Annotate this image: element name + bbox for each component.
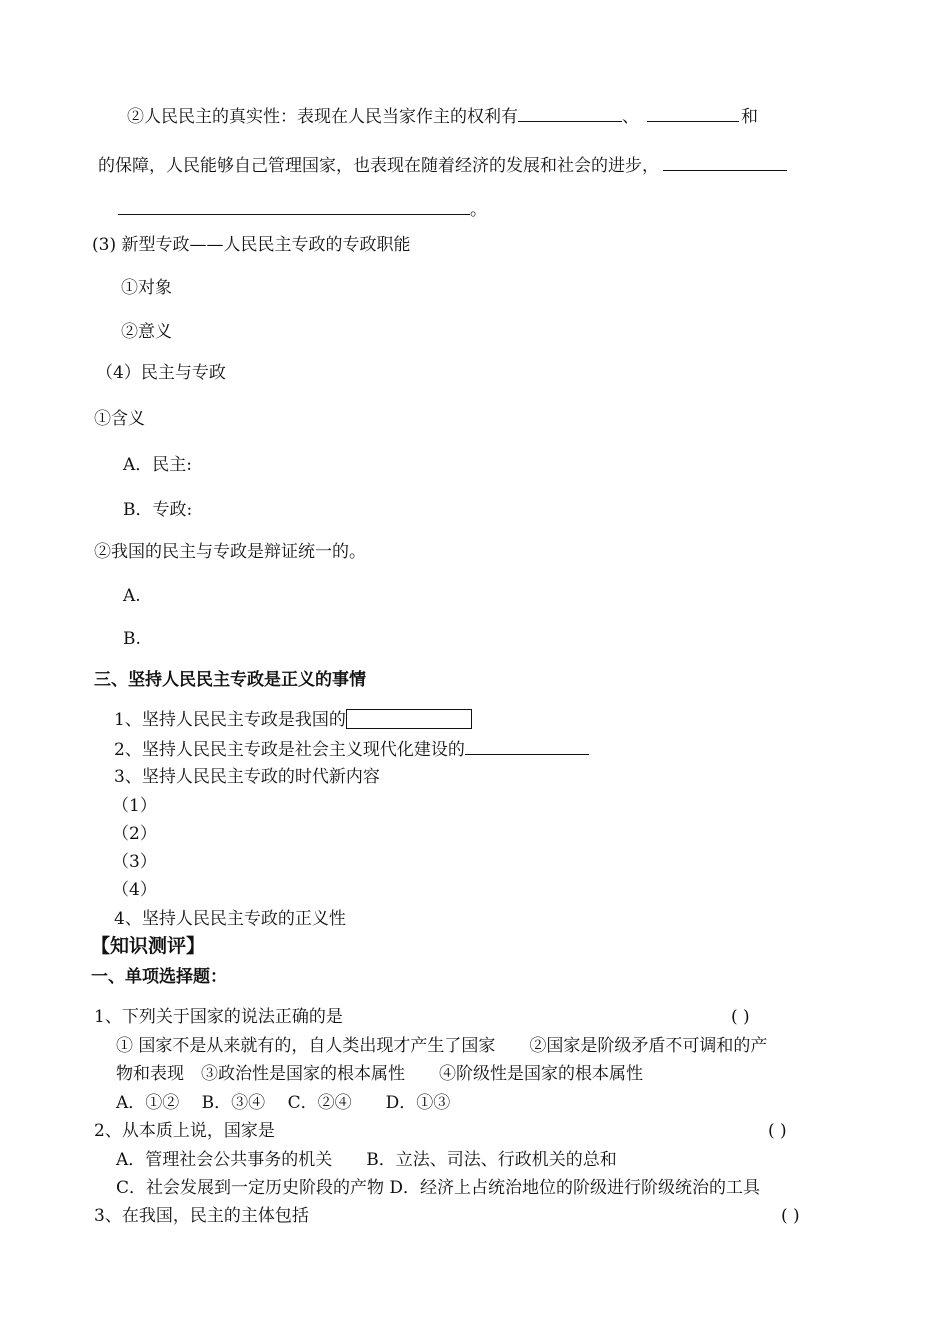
test-title: 【知识测评】 — [91, 935, 206, 957]
question-1-line-2: 物和表现 ③政治性是国家的根本属性 ④阶级性是国家的根本属性 — [116, 1064, 643, 1084]
section-4-item-b-A: A. — [123, 586, 141, 606]
question-1: 1、下列关于国家的说法正确的是 — [94, 1007, 343, 1027]
point-1-text: 1、坚持人民民主专政是我国的 — [114, 710, 346, 730]
point-3: 3、坚持人民民主专政的时代新内容 — [114, 767, 380, 787]
question-1-options: A．①② B．③④ C．②④ D．①③ — [116, 1093, 451, 1113]
text-line-2 — [98, 154, 787, 177]
question-2-answer-paren[interactable]: ( ) — [768, 1121, 787, 1141]
question-1-line-1: ① 国家不是从来就有的，自人类出现才产生了国家 ②国家是阶级矛盾不可调和的产 — [116, 1036, 768, 1056]
line-1-text: ②人民民主的真实性：表现在人民当家作主的权利有 — [127, 107, 518, 127]
answer-box[interactable] — [346, 709, 472, 729]
point-3-item-1: （1） — [112, 796, 157, 816]
section-4-item-a: ①含义 — [94, 409, 145, 429]
question-2: 2、从本质上说，国家是 — [94, 1121, 275, 1141]
question-3-answer-paren[interactable]: ( ) — [781, 1206, 800, 1226]
point-3-item-2: （2） — [112, 824, 157, 844]
section-4-item-b: ②我国的民主与专政是辩证统一的。 — [94, 542, 366, 562]
separator: 、 — [622, 107, 639, 127]
test-subtitle: 一、单项选择题： — [91, 967, 227, 987]
text-line-3 — [118, 198, 487, 221]
question-2-line-2: C．社会发展到一定历史阶段的产物 D．经济上占统治地位的阶级进行阶级统治的工具 — [116, 1178, 761, 1198]
fill-blank[interactable] — [647, 105, 739, 122]
point-1 — [114, 709, 472, 731]
point-3-item-4: （4） — [112, 880, 157, 900]
fill-blank[interactable] — [518, 105, 622, 122]
section-4-item-a-B: B．专政: — [123, 500, 193, 520]
fill-blank[interactable] — [118, 198, 470, 215]
section-4-heading: （4）民主与专政 — [96, 363, 226, 383]
section-3-heading: (3) 新型专政——人民民主专政的专政职能 — [92, 235, 411, 255]
section-4-item-a-A: A．民主: — [123, 455, 193, 475]
point-3-item-3: （3） — [112, 852, 157, 872]
point-2 — [114, 738, 589, 761]
point-4: 4、坚持人民民主专政的正义性 — [114, 909, 346, 929]
fill-blank[interactable] — [663, 154, 787, 171]
line-3-end: 。 — [470, 200, 487, 220]
point-2-text: 2、坚持人民民主专政是社会主义现代化建设的 — [114, 740, 465, 760]
part-3-heading: 三、坚持人民民主专政是正义的事情 — [94, 670, 366, 690]
section-3-item-a: ①对象 — [121, 278, 172, 298]
question-3: 3、在我国，民主的主体包括 — [94, 1206, 309, 1226]
question-1-answer-paren[interactable]: ( ) — [731, 1007, 750, 1027]
section-4-item-b-B: B. — [123, 629, 141, 649]
line-1-end: 和 — [741, 107, 758, 127]
line-2-text: 的保障，人民能够自己管理国家，也表现在随着经济的发展和社会的进步， — [98, 156, 659, 176]
fill-blank[interactable] — [465, 738, 589, 755]
section-3-item-b: ②意义 — [121, 322, 172, 342]
question-2-line-1: A．管理社会公共事务的机关 B．立法、司法、行政机关的总和 — [116, 1150, 617, 1170]
text-line-1 — [127, 105, 758, 128]
